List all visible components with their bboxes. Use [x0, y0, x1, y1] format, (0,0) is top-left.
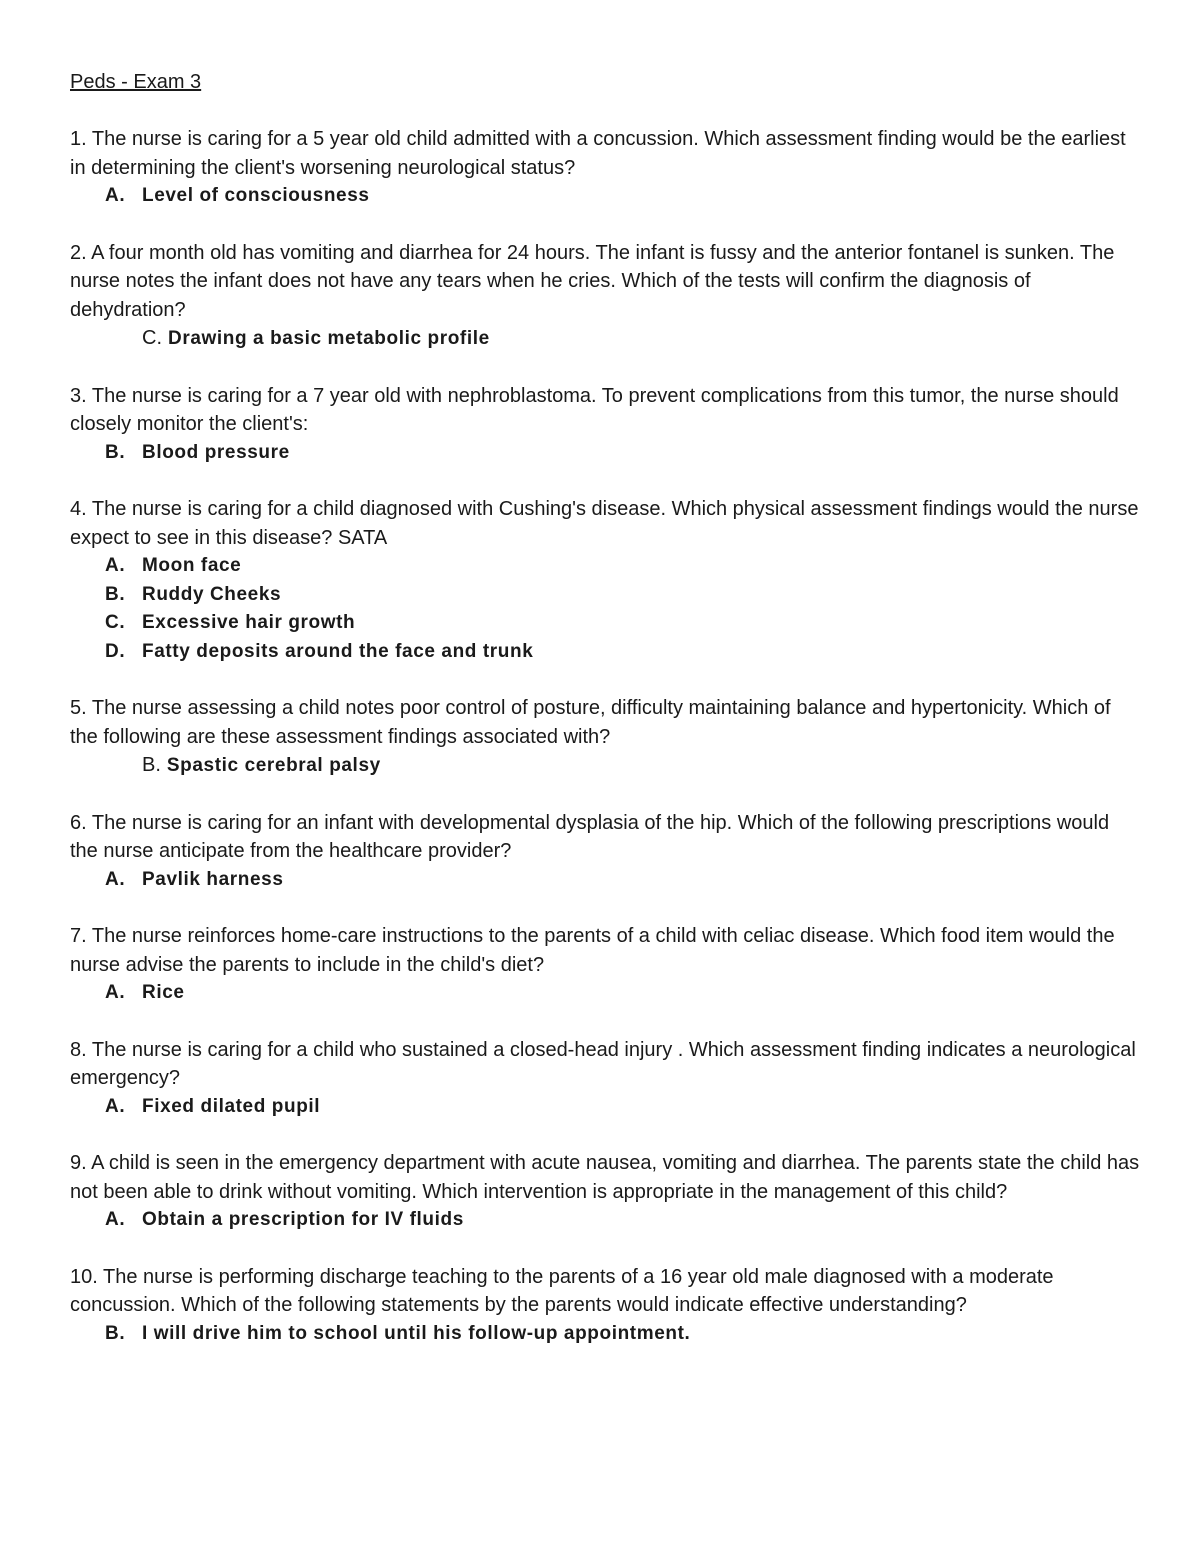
answer-letter: A.: [105, 185, 126, 206]
question-6: [70, 809, 1140, 895]
answer-text: Ruddy Cheeks: [142, 583, 282, 605]
answer-text: Rice: [142, 982, 185, 1003]
answer-item: [70, 552, 1140, 581]
answer-list: [70, 1320, 1140, 1349]
answer-item: [70, 439, 1140, 468]
question-9: [70, 1149, 1140, 1235]
answer-letter: A.: [105, 1095, 126, 1117]
answer-letter: C.: [105, 612, 126, 633]
answer-text: Pavlik harness: [142, 868, 284, 890]
document-title: Peds - Exam 3: [70, 71, 202, 93]
answer-text: Drawing a basic metabolic profile: [168, 328, 490, 349]
question-text: 5. The nurse assessing a child notes poor control of posture, difficulty maintaining balance and hypertonicity. Which of the following are these assessment findings associated with?: [70, 697, 1111, 748]
answer-item: [70, 581, 1140, 610]
question-4: [70, 495, 1140, 666]
answer-letter: A.: [105, 982, 126, 1003]
answer-text: Fixed dilated pupil: [142, 1095, 321, 1117]
question-8: [70, 1036, 1140, 1122]
answer-item: [70, 638, 1140, 667]
answer-letter: A.: [105, 555, 126, 576]
answer-letter: A.: [105, 1209, 126, 1230]
answer-letter: B.: [142, 754, 161, 776]
answer-item: [70, 979, 1140, 1008]
question-1: [70, 125, 1140, 211]
answer-item: [70, 751, 1140, 781]
answer-text: Excessive hair growth: [142, 612, 356, 633]
question-7: [70, 922, 1140, 1008]
question-5: [70, 694, 1140, 781]
answer-item: [70, 609, 1140, 638]
answer-text: I will drive him to school until his follow-up appointment.: [142, 1322, 691, 1344]
question-text: 1. The nurse is caring for a 5 year old child admitted with a concussion. Which assessment finding would be the earliest in determining the client's worsening neurological status?: [70, 128, 1126, 179]
answer-item: [70, 324, 1140, 354]
answer-item: [70, 1206, 1140, 1235]
question-10: [70, 1263, 1140, 1349]
answer-list: [70, 1206, 1140, 1235]
answer-list: [70, 552, 1140, 666]
answer-letter: B.: [105, 441, 126, 463]
document-page: [70, 68, 1140, 1376]
answer-letter: A.: [105, 868, 126, 890]
answer-text: Obtain a prescription for IV fluids: [142, 1209, 464, 1230]
answer-text: Fatty deposits around the face and trunk: [142, 640, 534, 662]
answer-text: Blood pressure: [142, 441, 290, 463]
question-text: 6. The nurse is caring for an infant with developmental dysplasia of the hip. Which of the following prescriptions would the nurse anticipate from the healthcare provider?: [70, 811, 1110, 862]
question-3: [70, 382, 1140, 468]
question-text: 4. The nurse is caring for a child diagnosed with Cushing's disease. Which physical assessment findings would the nurse expect to see in this disease? SATA: [70, 498, 1139, 549]
answer-item: [70, 182, 1140, 211]
answer-item: [70, 866, 1140, 895]
answer-list: [70, 979, 1140, 1008]
question-text: 7. The nurse reinforces home-care instructions to the parents of a child with celiac disease. Which food item would the nurse advise the parents to include in the child's diet?: [70, 925, 1115, 976]
answer-list: [70, 1093, 1140, 1122]
question-text: 3. The nurse is caring for a 7 year old with nephroblastoma. To prevent complications from this tumor, the nurse should closely monitor the client's:: [70, 384, 1119, 435]
question-text: 9. A child is seen in the emergency department with acute nausea, vomiting and diarrhea. The parents state the child has not been able to drink without vomiting. Which intervention is appropriate in the management of this child?: [70, 1152, 1140, 1203]
answer-letter: B.: [105, 583, 126, 605]
answer-text: Spastic cerebral palsy: [166, 755, 381, 776]
question-text: 10. The nurse is performing discharge teaching to the parents of a 16 year old male diagnosed with a moderate concussion. Which of the following statements by the parents would indicate effective understanding?: [70, 1265, 1054, 1316]
answer-letter: D.: [105, 640, 126, 662]
question-text: 8. The nurse is caring for a child who sustained a closed-head injury . Which assessment finding indicates a neurological emergency?: [70, 1038, 1136, 1089]
answer-letter: C.: [142, 327, 162, 349]
answer-list: [70, 182, 1140, 211]
answer-item: [70, 1093, 1140, 1122]
answer-list: [70, 751, 1140, 781]
answer-text: Level of consciousness: [142, 185, 370, 206]
answer-list: [70, 866, 1140, 895]
question-2: [70, 239, 1140, 354]
answer-letter: B.: [105, 1322, 126, 1344]
answer-list: [70, 439, 1140, 468]
answer-text: Moon face: [142, 555, 242, 576]
answer-item: [70, 1320, 1140, 1349]
question-text: 2. A four month old has vomiting and diarrhea for 24 hours. The infant is fussy and the anterior fontanel is sunken. The nurse notes the infant does not have any tears when he cries. Which of the tests will confirm the diagnosis of dehydration?: [70, 241, 1115, 321]
answer-list: [70, 324, 1140, 354]
